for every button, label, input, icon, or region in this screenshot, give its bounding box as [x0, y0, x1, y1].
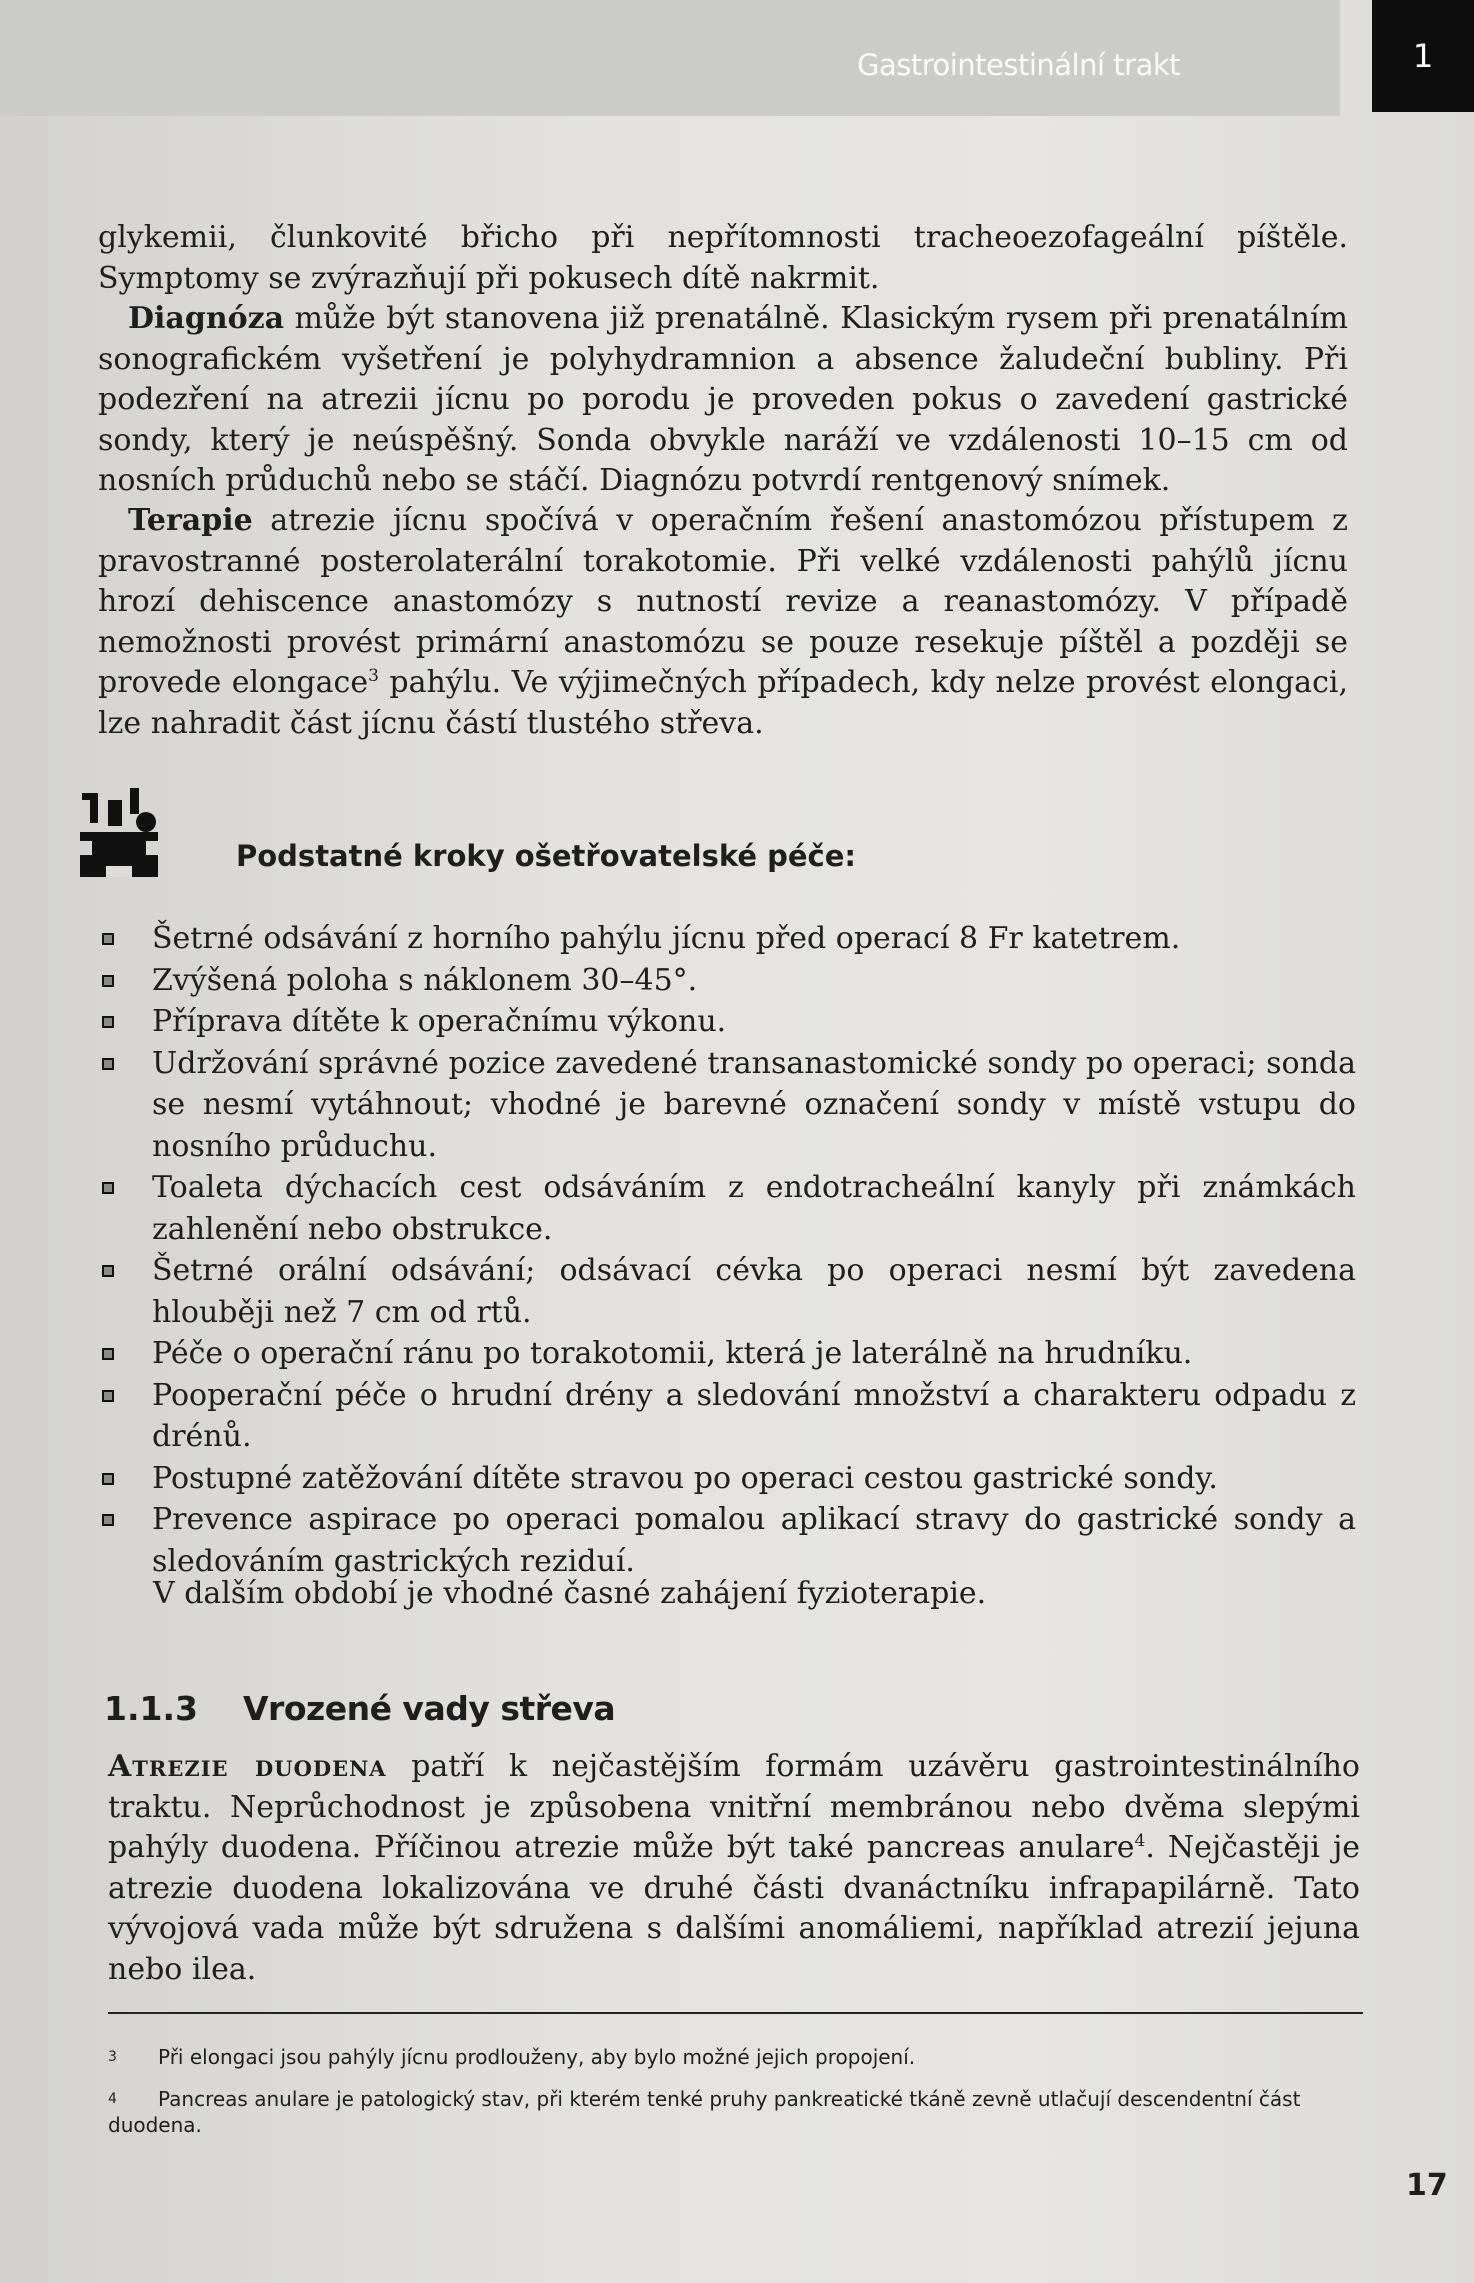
page-number: 17 [1406, 2168, 1448, 2203]
footnote-mark: 3 [108, 2049, 117, 2065]
list-item: Příprava dítěte k operačnímu výkonu. [100, 1001, 1356, 1043]
paragraph-duodenal-atresia [108, 1747, 1360, 1990]
square-bullet-icon [102, 1473, 114, 1485]
paragraph-symptoms [98, 218, 1348, 299]
chapter-number: 1 [1412, 37, 1434, 75]
list-item: Zvýšená poloha s náklonem 30–45°. [100, 960, 1356, 1002]
paragraph-text: pahýlu. Ve výjimečných případech, kdy nelze provést elongaci, lze nahradit část jícnu částí tlustého střeva. [98, 665, 1349, 741]
footnote-mark: 4 [108, 2091, 117, 2107]
section-title: Vrozené vady střeva [243, 1689, 616, 1728]
square-bullet-icon [102, 1348, 114, 1360]
square-bullet-icon [102, 933, 114, 945]
square-bullet-icon [102, 1514, 114, 1526]
nursing-care-icon [78, 788, 160, 908]
care-steps-list [100, 918, 1356, 1582]
footnote-divider [108, 2012, 1363, 2014]
paragraph-text: patří k nejčastějším formám uzávěru gastrointestinálního traktu. Neprůchodnost je způsobena vnitřní membránou nebo dvěma slepými pahýly duodena. Příčinou atrezie může být také pancreas anulare [108, 1749, 1360, 1865]
list-item: Péče o operační ránu po torakotomii, která je laterálně na hrudníku. [100, 1333, 1356, 1375]
square-bullet-icon [102, 1016, 114, 1028]
paragraph-text: může být stanovena již prenatálně. Klasickým rysem při prenatálním sonografickém vyšetření je polyhydramnion a absence žaludeční bubliny. Při podezření na atrezii jícnu po porodu je proveden pokus o zavedení gastrické sondy, který je neúspěšný. Sonda obvykle naráží ve vzdálenosti 10–15 cm od nosních průduchů nebo se stáčí. Diagnózu potvrdí rentgenový snímek. [98, 301, 1348, 498]
paragraph-diagnosis [98, 299, 1348, 502]
list-item: Toaleta dýchacích cest odsáváním z endotracheální kanyly při známkách zahlenění nebo obstrukce. [100, 1167, 1356, 1250]
footnote-ref-4: 4 [1134, 1831, 1146, 1851]
square-bullet-icon [102, 1182, 114, 1194]
running-title: Gastrointestinální trakt [856, 48, 1180, 82]
section-number: 1.1.3 [104, 1689, 198, 1728]
footnote-text: Pancreas anulare je patologický stav, při kterém tenké pruhy pankreatické tkáně zevně utlačují descendentní část duodena. [108, 2087, 1301, 2137]
list-item: Postupné zatěžování dítěte stravou po operaci cestou gastrické sondy. [100, 1458, 1356, 1500]
footnote-ref-3: 3 [368, 666, 379, 686]
care-heading: Podstatné kroky ošetřovatelské péče: [236, 839, 857, 873]
list-item: Šetrné orální odsávání; odsávací cévka po operaci nesmí být zavedena hlouběji než 7 cm od rtů. [100, 1250, 1356, 1333]
list-item: Pooperační péče o hrudní drény a sledování množství a charakteru odpadu z drénů. [100, 1375, 1356, 1458]
paragraph-text: atrezie jícnu spočívá v operačním řešení anastomózou přístupem z pravostranné posterolaterální torakotomie. Při velké vzdálenosti pahýlů jícnu hrozí dehiscence anastomózy s nutností revize a reanastomózy. V případě nemožnosti provést primární anastomózu se pouze resekuje píštěl a později se provede elongace [98, 503, 1348, 700]
running-header [0, 0, 1340, 116]
square-bullet-icon [102, 975, 114, 987]
list-item: Udržování správné pozice zavedené transanastomické sondy po operaci; sonda se nesmí vytáhnout; vhodné je barevné označení sondy v místě vstupu do nosního průduchu. [100, 1043, 1356, 1168]
term-diagnosis: Diagnóza [128, 301, 285, 336]
closing-sentence: V dalším období je vhodné časné zahájení fyzioterapie. [153, 1576, 987, 1611]
term-therapy: Terapie [128, 503, 253, 538]
footnote-text: Při elongaci jsou pahýly jícnu prodlouženy, aby bylo možné jejich propojení. [158, 2045, 916, 2069]
square-bullet-icon [102, 1265, 114, 1277]
paragraph-text: . Nejčastěji je atrezie duodena lokalizována ve druhé části dvanáctníku infrapapilárně. Tato vývojová vada může být sdružena s dalšími anomáliemi, například atrezií jejuna nebo ilea. [108, 1830, 1360, 1987]
list-item: Prevence aspirace po operaci pomalou aplikací stravy do gastrické sondy a sledováním gastrických reziduí. [100, 1499, 1356, 1582]
square-bullet-icon [102, 1390, 114, 1402]
list-item: Šetrné odsávání z horního pahýlu jícnu před operací 8 Fr katetrem. [100, 918, 1356, 960]
square-bullet-icon [102, 1058, 114, 1070]
chapter-tab [1372, 0, 1474, 112]
footnote-4 [108, 2086, 1358, 2138]
term-duodenal-atresia: Atrezie duodena [108, 1749, 387, 1784]
footnote-3 [108, 2044, 1358, 2070]
paragraph-text: glykemii, člunkovité břicho při nepřítomnosti tracheoezofageální píštěle. Symptomy se zvýrazňují při pokusech dítě nakrmit. [98, 220, 1348, 296]
paragraph-therapy [98, 501, 1348, 744]
